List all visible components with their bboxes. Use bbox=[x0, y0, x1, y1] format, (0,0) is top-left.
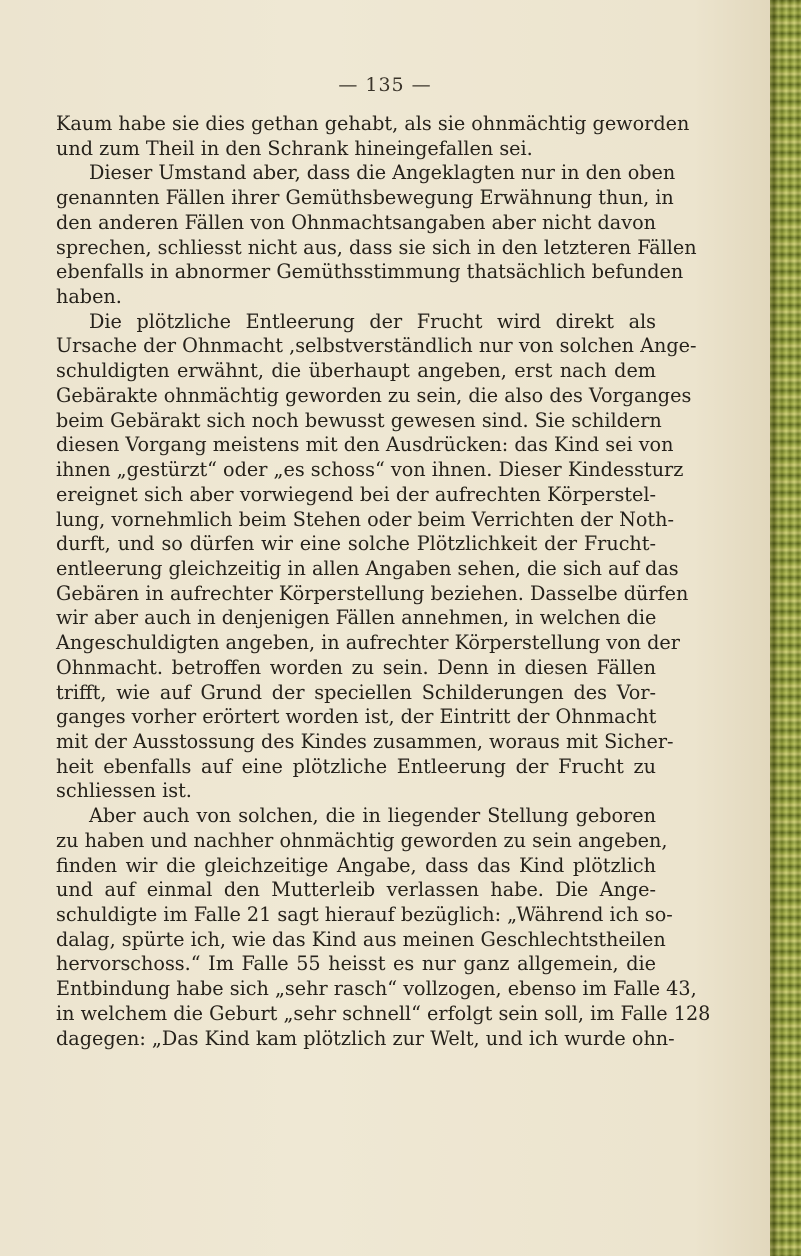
text-line: beim Gebärakt sich noch bewusst gewesen sind. Sie schildern bbox=[56, 408, 662, 432]
text-line: genannten Fällen ihrer Gemüthsbewegung Erwähnung thun, in bbox=[56, 186, 674, 210]
text-line: entleerung gleichzeitig in allen Angaben sehen, die sich auf das bbox=[56, 556, 679, 580]
text-line: mit der Ausstossung des Kindes zusammen, woraus mit Sicher- bbox=[56, 729, 674, 753]
text-line: hervorschoss.“ Im Falle 55 heisst es nur ganz allgemein, die bbox=[56, 952, 656, 976]
text-line: sprechen, schliesst nicht aus, dass sie sich in den letzteren Fällen bbox=[56, 235, 697, 259]
text-line: Die plötzliche Entleerung der Frucht wird direkt als bbox=[89, 309, 656, 333]
text-line: Ursache der Ohnmacht ,selbstverständlich nur von solchen Ange- bbox=[56, 334, 697, 358]
text-line: lung, vornehmlich beim Stehen oder beim Verrichten der Noth- bbox=[56, 507, 674, 531]
text-line: den anderen Fällen von Ohnmachtsangaben aber nicht davon bbox=[56, 210, 656, 234]
text-line: dagegen: „Das Kind kam plötzlich zur Welt, und ich wurde ohn- bbox=[56, 1026, 675, 1050]
text-line: Ohnmacht. betroffen worden zu sein. Denn in diesen Fällen bbox=[56, 655, 656, 679]
text-line: in welchem die Geburt „sehr schnell“ erfolgt sein soll, im Falle 128 bbox=[56, 1001, 711, 1025]
text-line: zu haben und nachher ohnmächtig geworden zu sein angeben, bbox=[56, 828, 668, 852]
text-line: wir aber auch in denjenigen Fällen annehmen, in welchen die bbox=[56, 606, 657, 630]
text-line: haben. bbox=[56, 285, 122, 309]
text-line: und auf einmal den Mutterleib verlassen habe. Die Ange- bbox=[56, 878, 656, 902]
body-text bbox=[56, 112, 711, 1051]
text-line: schliessen ist. bbox=[56, 779, 192, 803]
text-line: trifft, wie auf Grund der speciellen Schilderungen des Vor- bbox=[56, 680, 656, 704]
text-line: Gebären in aufrechter Körperstellung beziehen. Dasselbe dürfen bbox=[56, 581, 689, 605]
text-line: Angeschuldigten angeben, in aufrechter Körperstellung von der bbox=[56, 631, 680, 655]
text-line: ereignet sich aber vorwiegend bei der aufrechten Körperstel- bbox=[56, 482, 656, 506]
text-line: schuldigten erwähnt, die überhaupt angeben, erst nach dem bbox=[56, 359, 656, 383]
text-line: Kaum habe sie dies gethan gehabt, als sie ohnmächtig geworden bbox=[56, 112, 690, 135]
text-line: diesen Vorgang meistens mit den Ausdrücken: das Kind sei von bbox=[56, 433, 674, 457]
text-line: ganges vorher erörtert worden ist, der Eintritt der Ohnmacht bbox=[56, 705, 657, 729]
text-line: heit ebenfalls auf eine plötzliche Entleerung der Frucht zu bbox=[56, 754, 656, 778]
text-line: und zum Theil in den Schrank hineingefallen sei. bbox=[56, 136, 533, 160]
text-line: durft, und so dürfen wir eine solche Plötzlichkeit der Frucht- bbox=[56, 532, 656, 556]
text-line: finden wir die gleichzeitige Angabe, dass das Kind plötzlich bbox=[56, 853, 656, 877]
text-line: ihnen „gestürzt“ oder „es schoss“ von ihnen. Dieser Kindessturz bbox=[56, 458, 684, 482]
text-line: Gebärakte ohnmächtig geworden zu sein, die also des Vorganges bbox=[56, 383, 692, 407]
text-line: schuldigte im Falle 21 sagt hierauf bezüglich: „Während ich so- bbox=[56, 903, 673, 926]
page-number: — 135 — bbox=[338, 74, 432, 96]
text-line: dalag, spürte ich, wie das Kind aus meinen Geschlechtstheilen bbox=[56, 927, 666, 951]
text-line: ebenfalls in abnormer Gemüthsstimmung thatsächlich befunden bbox=[56, 260, 684, 284]
book-binding-edge bbox=[770, 0, 801, 1256]
text-line: Dieser Umstand aber, dass die Angeklagten nur in den oben bbox=[89, 161, 676, 185]
text-line: Entbindung habe sich „sehr rasch“ vollzogen, ebenso im Falle 43, bbox=[56, 977, 697, 1001]
text-line: Aber auch von solchen, die in liegender Stellung geboren bbox=[89, 804, 656, 828]
